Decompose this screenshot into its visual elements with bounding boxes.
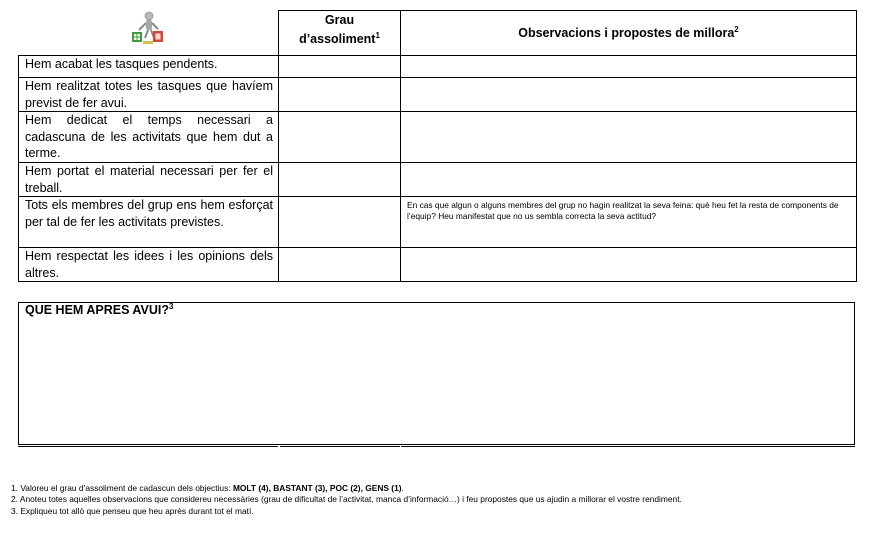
- footnotes: [11, 483, 682, 517]
- footnote-2-text: Anoteu totes aquelles observacions que considereu necessàries (grau de dificultat de l’activitat, manca d’informació…) i feu propostes que us ajudin a millorar el vostre rendiment.: [19, 494, 682, 505]
- header-grau-line1: Grau: [324, 13, 355, 27]
- learned-today-title-text: QUE HEM APRES AVUI?: [25, 303, 169, 317]
- footnote-2-num: 2.: [11, 494, 18, 505]
- learned-bottom-line: [18, 446, 278, 447]
- learned-today-box[interactable]: [18, 302, 855, 445]
- table-row: [19, 163, 857, 197]
- school-kids-icon: [131, 10, 165, 50]
- footnote-3-text: Expliqueu tot allò que penseu que heu après durant tot el matí.: [20, 505, 254, 516]
- header-obs-sup: 2: [734, 24, 739, 34]
- footnote-1-end: .: [401, 483, 404, 493]
- row-item: Tots els membres del grup ens hem esforçat per tal de fer les activitats previstes.: [19, 197, 279, 248]
- learned-today-sup: 3: [169, 301, 174, 311]
- evaluation-table: [18, 10, 857, 282]
- footnote-1-levels: MOLT (4), BASTANT (3), POC (2), GENS (1): [232, 483, 402, 493]
- table-row: [19, 78, 857, 112]
- learned-bottom-line: [280, 446, 400, 447]
- footnote-3: [11, 506, 682, 517]
- row-obs-cell[interactable]: [401, 163, 857, 197]
- table-row: [19, 248, 857, 282]
- table-row: [19, 197, 857, 248]
- header-grau-line2: d’assoliment: [299, 32, 376, 46]
- learned-bottom-line: [401, 446, 855, 447]
- row-obs-cell[interactable]: [401, 248, 857, 282]
- row-item: Hem respectat les idees i les opinions dels altres.: [19, 248, 279, 282]
- row-item: Hem realitzat totes les tasques que havíem previst de fer avui.: [19, 78, 279, 112]
- header-grau: [279, 11, 401, 56]
- learned-today-title: [25, 303, 854, 318]
- row-obs-cell[interactable]: [401, 56, 857, 78]
- row-grau-cell[interactable]: [279, 56, 401, 78]
- row-item: Hem acabat les tasques pendents.: [19, 56, 279, 78]
- row-item: Hem portat el material necessari per fer el treball.: [19, 163, 279, 197]
- footnote-2: [11, 494, 682, 505]
- footnote-1: [11, 483, 682, 494]
- footnote-1-text: Valoreu el grau d’assoliment de cadascun dels objectius:: [20, 483, 233, 493]
- row-item: Hem dedicat el temps necessari a cadascuna de les activitats que hem dut a terme.: [19, 112, 279, 163]
- header-observacions: [401, 11, 857, 56]
- row-obs-cell[interactable]: [401, 112, 857, 163]
- row-grau-cell[interactable]: [279, 163, 401, 197]
- row-grau-cell[interactable]: [279, 248, 401, 282]
- table-row: [19, 56, 857, 78]
- learned-today-answer[interactable]: [25, 321, 848, 440]
- row-grau-cell[interactable]: [279, 112, 401, 163]
- header-obs-label: Observacions i propostes de millora: [518, 26, 735, 40]
- header-grau-sup: 1: [375, 30, 380, 40]
- row-grau-cell[interactable]: [279, 78, 401, 112]
- row-obs-cell[interactable]: En cas que algun o alguns membres del grup no hagin realitzat la seva feina: què heu fet la resta de components de l’equip? Heu manifestat que no us sembla correcta la seva actitud?: [401, 197, 857, 248]
- table-row: [19, 112, 857, 163]
- footnote-1-num: 1.: [11, 483, 18, 493]
- footnote-3-num: 3.: [11, 505, 18, 516]
- row-obs-cell[interactable]: [401, 78, 857, 112]
- row-grau-cell[interactable]: [279, 197, 401, 248]
